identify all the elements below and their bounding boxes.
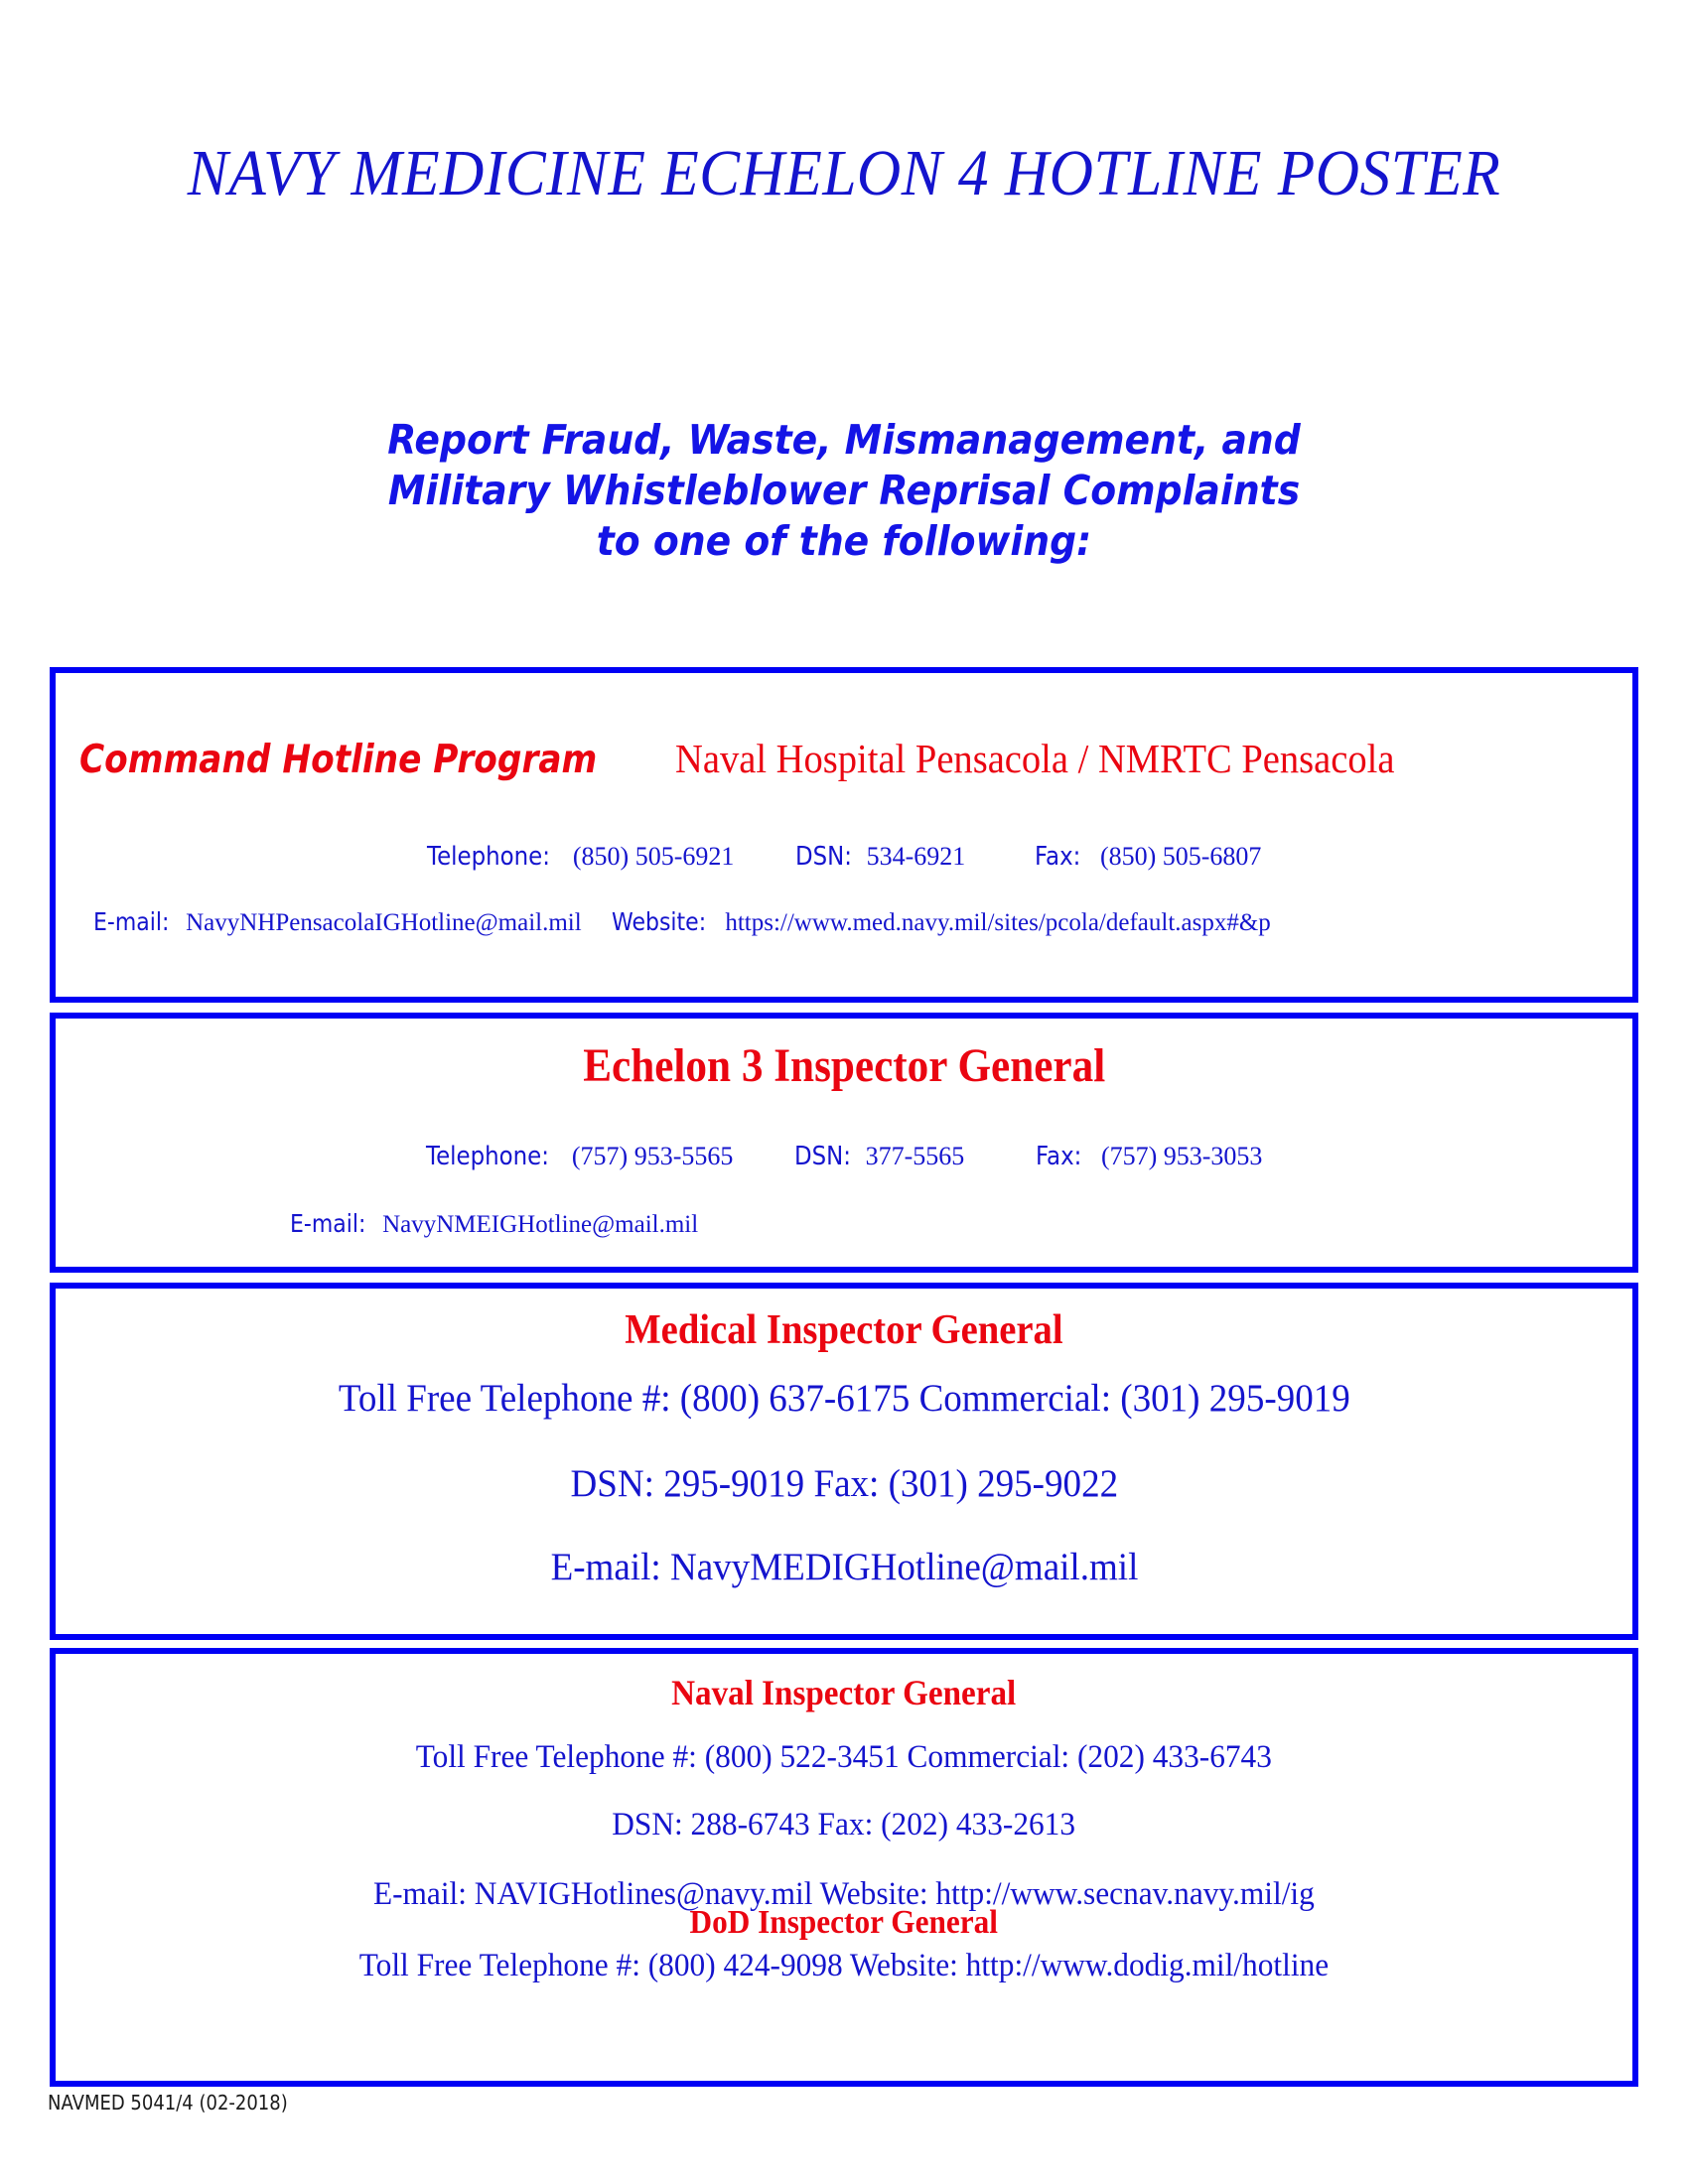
fax-label: Fax: bbox=[1036, 1142, 1082, 1171]
subtitle-block bbox=[68, 415, 1620, 567]
website-value[interactable]: https://www.med.navy.mil/sites/pcola/default.aspx#&p bbox=[725, 909, 1271, 936]
medical-ig-email-line[interactable]: E-mail: NavyMEDIGHotline@mail.mil bbox=[550, 1546, 1138, 1588]
subtitle-line-3: to one of the following: bbox=[596, 517, 1092, 565]
naval-ig-phone-line: Toll Free Telephone #: (800) 522-3451 Commercial: (202) 433-6743 bbox=[415, 1739, 1273, 1775]
naval-ig-dsn-fax-line: DSN: 288-6743 Fax: (202) 433-2613 bbox=[612, 1807, 1076, 1843]
command-hotline-box bbox=[50, 667, 1638, 1003]
email-label: E-mail: bbox=[290, 1209, 366, 1238]
command-hotline-contact-row bbox=[56, 842, 1632, 872]
telephone-value: (757) 953-5565 bbox=[571, 1142, 734, 1170]
medical-ig-title: Medical Inspector General bbox=[625, 1307, 1063, 1353]
dsn-label: DSN: bbox=[794, 1142, 852, 1171]
command-hotline-header bbox=[71, 735, 1617, 782]
subtitle-line-1: Report Fraud, Waste, Mismanagement, and bbox=[387, 416, 1301, 464]
dsn-label: DSN: bbox=[795, 842, 853, 872]
telephone-label: Telephone: bbox=[425, 1142, 549, 1171]
email-label: E-mail: bbox=[93, 907, 170, 936]
naval-ig-email-website-line[interactable]: E-mail: NAVIGHotlines@navy.mil Website: http://www.secnav.navy.mil/ig bbox=[373, 1876, 1315, 1912]
website-label: Website: bbox=[612, 907, 707, 936]
medical-ig-dsn-fax-line: DSN: 295-9019 Fax: (301) 295-9022 bbox=[570, 1462, 1118, 1505]
echelon3-contact-row bbox=[56, 1142, 1632, 1171]
echelon3-ig-title: Echelon 3 Inspector General bbox=[583, 1039, 1105, 1092]
echelon3-ig-box bbox=[50, 1013, 1638, 1273]
email-value[interactable]: NavyNMEIGHotline@mail.mil bbox=[382, 1211, 699, 1238]
telephone-label: Telephone: bbox=[426, 842, 550, 872]
dsn-value: 534-6921 bbox=[866, 842, 966, 871]
naval-ig-title: Naval Inspector General bbox=[671, 1673, 1017, 1712]
dsn-value: 377-5565 bbox=[865, 1142, 965, 1170]
form-code: NAVMED 5041/4 (02-2018) bbox=[48, 2091, 288, 2115]
fax-value: (850) 505-6807 bbox=[1099, 842, 1262, 871]
command-hotline-facility: Naval Hospital Pensacola / NMRTC Pensacola bbox=[675, 736, 1395, 781]
dod-ig-title: DoD Inspector General bbox=[689, 1904, 999, 1941]
telephone-value: (850) 505-6921 bbox=[572, 842, 735, 871]
command-hotline-program-label: Command Hotline Program bbox=[79, 738, 598, 782]
medical-ig-box bbox=[50, 1283, 1638, 1640]
page-title: NAVY MEDICINE ECHELON 4 HOTLINE POSTER bbox=[187, 137, 1501, 209]
email-value[interactable]: NavyNHPensacolaIGHotline@mail.mil bbox=[186, 909, 582, 936]
medical-ig-phone-line: Toll Free Telephone #: (800) 637-6175 Commercial: (301) 295-9019 bbox=[338, 1377, 1350, 1420]
echelon3-mail-row bbox=[290, 1209, 698, 1239]
subtitle-line-2: Military Whistleblower Reprisal Complaints bbox=[387, 467, 1301, 514]
fax-label: Fax: bbox=[1035, 842, 1081, 872]
fax-value: (757) 953-3053 bbox=[1100, 1142, 1263, 1170]
naval-ig-box bbox=[50, 1648, 1638, 2087]
dod-ig-phone-website-line[interactable]: Toll Free Telephone #: (800) 424-9098 Website: http://www.dodig.mil/hotline bbox=[358, 1948, 1330, 1983]
